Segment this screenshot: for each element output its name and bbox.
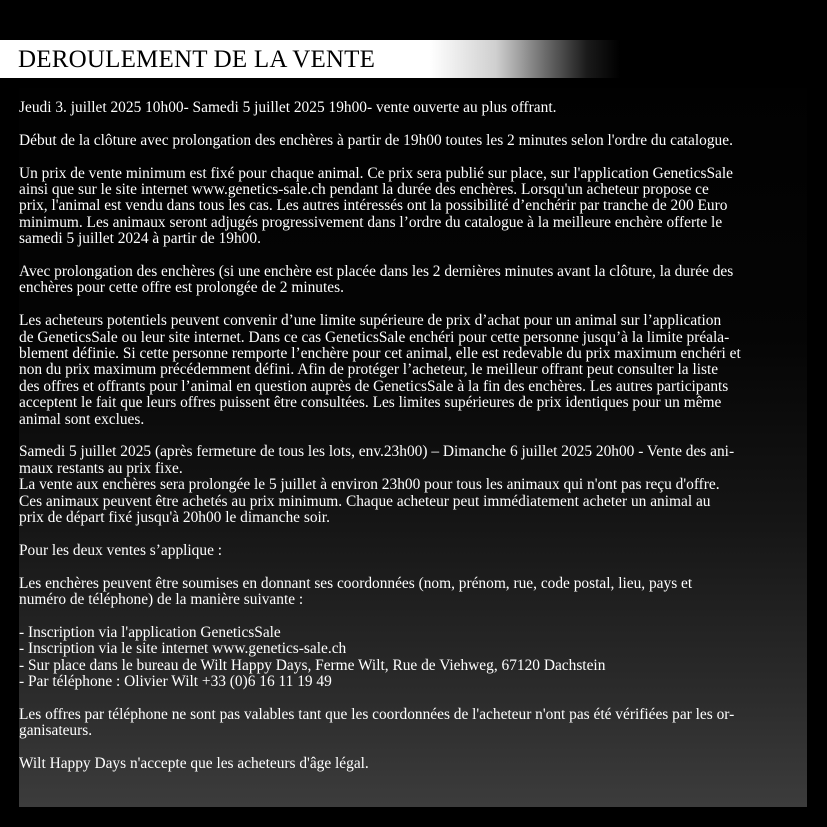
text-line: Avec prolongation des enchères (si une enchère est placée dans les 2 dernières minutes avant la clôture, la durée des [19,263,734,281]
paragraph [19,264,809,297]
paragraph [19,756,809,772]
text-line: animal sont exclues. [19,410,145,428]
text-line: Ces animaux peuvent être achetés au prix minimum. Chaque acheteur peut immédiatement acheter un animal au [19,492,711,510]
text-line: ainsi que sur le site internet www.genetics-sale.ch pendant la durée des enchères. Lorsqu'un acheteur propose ce [19,181,709,198]
text-line: maux restants au prix fixe. [19,459,183,477]
paragraph [19,543,809,559]
text-line: Un prix de vente minimum est fixé pour chaque animal. Ce prix sera publié sur place, sur l'application GeneticsSale [19,164,733,182]
text-line: Jeudi 3. juillet 2025 10h00- Samedi 5 juillet 2025 19h00- vente ouverte au plus offrant. [19,99,557,116]
document-body [19,100,809,789]
paragraph [19,166,809,248]
page-title: DEROULEMENT DE LA VENTE [18,46,376,73]
text-line: non du prix maximum précédemment défini. Afin de protéger l’acheteur, le meilleur offrant peut consulter la liste [19,361,719,379]
text-line: Samedi 5 juillet 2025 (après fermeture de tous les lots, env.23h00) – Dimanche 6 juillet 2025 20h00 - Vente des ani- [19,443,735,461]
text-line: Wilt Happy Days n'accepte que les acheteurs d'âge légal. [19,755,369,773]
text-line: numéro de téléphone) de la manière suivante : [19,591,304,609]
paragraph [19,313,809,428]
text-line: blement définie. Si cette personne remporte l’enchère pour cet animal, elle est redevable du prix maximum enchéri et [19,345,741,363]
text-line: samedi 5 juillet 2024 à partir de 19h00. [19,230,261,248]
text-line: enchères pour cette offre est prolongée de 2 minutes. [19,279,344,297]
text-line: - Inscription via l'application GeneticsSale [19,623,281,641]
text-line: des offres et offrants pour l’animal en question auprès de GeneticsSale à la fin des enchères. Les autres participants [19,377,729,395]
paragraph [19,707,809,740]
text-line: acceptent le fait que leurs offres puissent être consultées. Les limites supérieures de prix identiques pour un même [19,394,722,412]
paragraph [19,625,809,691]
text-line: Pour les deux ventes s’applique : [19,541,223,559]
text-line: - Par téléphone : Olivier Wilt +33 (0)6 16 11 19 49 [19,673,332,691]
text-line: Début de la clôture avec prolongation des enchères à partir de 19h00 toutes les 2 minutes selon l'ordre du catalogue. [19,131,733,149]
text-line: Les acheteurs potentiels peuvent convenir d’une limite supérieure de prix d’achat pour un animal sur l’application [19,312,722,330]
text-line: - Inscription via le site internet www.genetics-sale.ch [19,640,347,658]
paragraph [19,576,809,609]
text-line: Les offres par téléphone ne sont pas valables tant que les coordonnées de l'acheteur n'ont pas été vérifiées par les or- [19,705,735,723]
text-line: de GeneticsSale ou leur site internet. Dans ce cas GeneticsSale enchéri pour cette personne jusqu’à la limite préala- [19,328,730,346]
text-line: Les enchères peuvent être soumises en donnant ses coordonnées (nom, prénom, rue, code postal, lieu, pays et [19,574,693,592]
text-line: prix, l'animal est vendu dans tous les cas. Les autres intéressés ont la possibilité d’enchérir par tranche de 200 Euro [19,197,728,215]
text-line: minimum. Les animaux seront adjugés progressivement dans l’ordre du catalogue à la meilleure enchère offerte le [19,213,723,231]
text-line: prix de départ fixé jusqu'à 20h00 le dimanche soir. [19,509,330,527]
text-line: ganisateurs. [19,722,93,740]
text-line: - Sur place dans le bureau de Wilt Happy Days, Ferme Wilt, Rue de Viehweg, 67120 Dachstein [19,656,606,674]
paragraph [19,100,809,116]
paragraph [19,133,809,149]
text-line: La vente aux enchères sera prolongée le 5 juillet à environ 23h00 pour tous les animaux qui n'ont pas reçu d'offre. [19,476,720,494]
paragraph [19,444,809,526]
